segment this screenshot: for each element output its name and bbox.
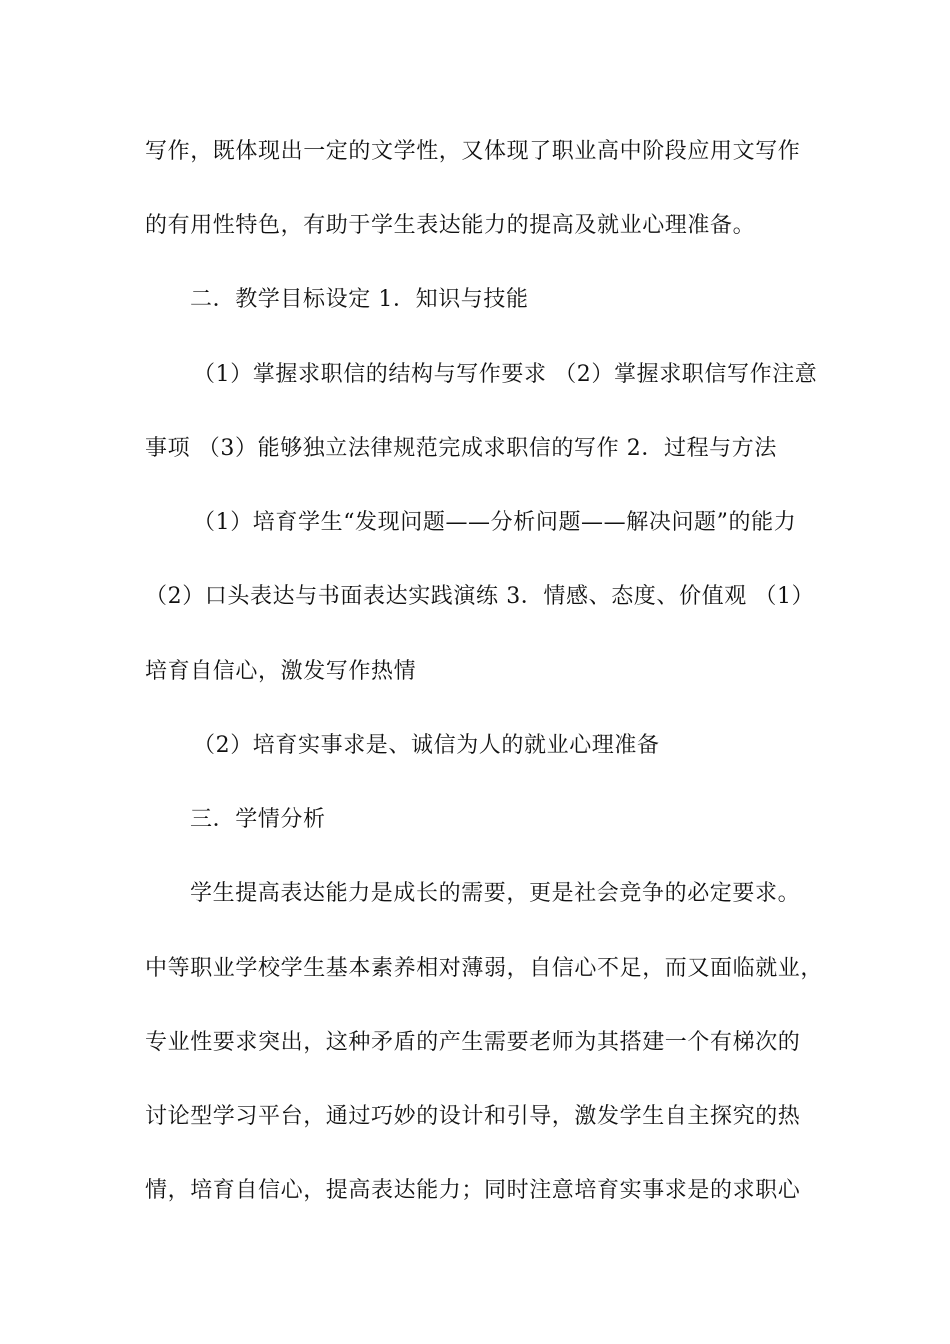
section-heading: 三．学情分析: [190, 807, 326, 832]
text-line: 中等职业学校学生基本素养相对薄弱，自信心不足，而又面临就业，: [145, 956, 824, 981]
text-line: 学生提高表达能力是成长的需要，更是社会竞争的必定要求。: [190, 881, 801, 906]
text-line: 事项 （3）能够独立法律规范完成求职信的写作 2．过程与方法: [145, 436, 777, 461]
text-line: （1）掌握求职信的结构与写作要求 （2）掌握求职信写作注意: [193, 362, 818, 387]
text-line: 情，培育自信心，提高表达能力；同时注意培育实事求是的求职心: [145, 1178, 801, 1203]
section-heading: 二．教学目标设定 1．知识与技能: [190, 287, 529, 312]
text-line: （1）培育学生“发现问题——分析问题——解决问题”的能力: [193, 510, 797, 535]
text-line: （2）培育实事求是、诚信为人的就业心理准备: [193, 733, 660, 758]
text-line: 专业性要求突出，这种矛盾的产生需要老师为其搭建一个有梯次的: [145, 1030, 801, 1055]
text-line: 培育自信心，激发写作热情: [145, 659, 417, 684]
text-line: 写作，既体现出一定的文学性，又体现了职业高中阶段应用文写作: [145, 139, 801, 164]
text-line: 的有用性特色，有助于学生表达能力的提高及就业心理准备。: [145, 213, 756, 238]
text-line: （2）口头表达与书面表达实践演练 3．情感、态度、价值观 （1）: [145, 584, 815, 609]
text-line: 讨论型学习平台，通过巧妙的设计和引导，激发学生自主探究的热: [145, 1104, 801, 1129]
